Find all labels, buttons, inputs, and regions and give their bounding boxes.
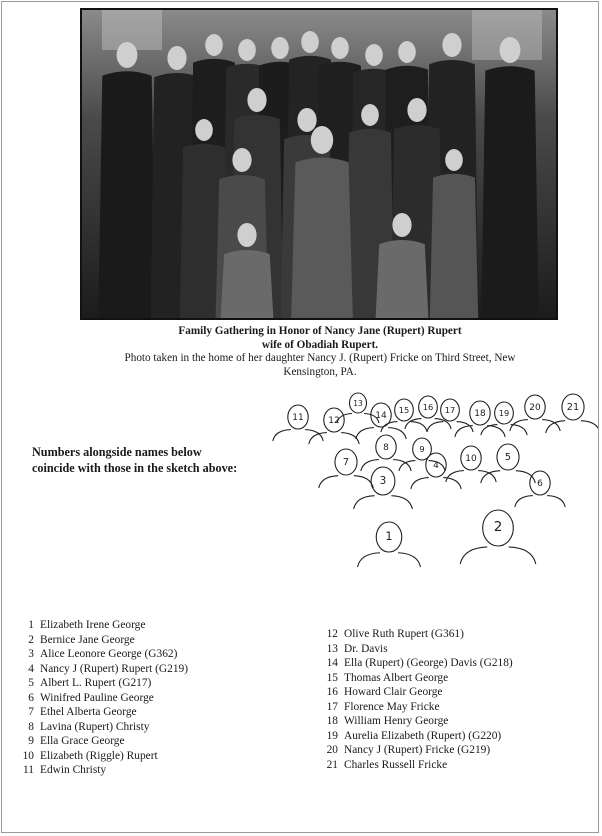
name-entry <box>18 618 188 633</box>
person-face <box>297 108 316 132</box>
entry-number: 2 <box>28 633 34 646</box>
person-face <box>392 213 411 237</box>
entry-name: Olive Ruth Rupert (G361) <box>344 628 464 640</box>
entry-number: 10 <box>22 749 34 762</box>
caption-line-1: Photo taken in the home of her daughter Nancy J. (Rupert) Fricke on Third Street, New <box>124 352 516 364</box>
entry-number: 21 <box>326 758 338 771</box>
name-entry <box>322 743 513 758</box>
name-entry <box>322 656 513 671</box>
person-face <box>361 104 379 126</box>
entry-name: Ella (Rupert) (George) Davis (G218) <box>344 657 513 669</box>
person-silhouette <box>98 71 155 318</box>
entry-name: Ethel Alberta George <box>40 706 137 718</box>
person-face <box>167 46 186 70</box>
entry-number: 11 <box>23 764 34 776</box>
sketch-number: 13 <box>353 399 363 408</box>
sketch-figure <box>354 467 413 509</box>
entry-name: Winifred Pauline George <box>40 691 154 704</box>
person-face <box>407 98 426 122</box>
caption-line-2: Kensington, PA. <box>283 365 357 378</box>
entry-number: 12 <box>326 628 338 640</box>
entry-name: Elizabeth Irene George <box>40 619 146 631</box>
sketch-number: 7 <box>342 457 350 468</box>
entry-name: Nancy J (Rupert) Fricke (G219) <box>344 744 491 756</box>
numbered-sketch <box>268 385 598 575</box>
sketch-number: 18 <box>474 409 486 419</box>
intro-line-2: coincide with those in the sketch above: <box>32 461 238 475</box>
sketch-number: 10 <box>465 454 477 464</box>
name-entry <box>18 647 188 662</box>
name-entry <box>322 700 513 715</box>
entry-number: 5 <box>28 677 34 689</box>
person-face <box>442 33 461 57</box>
person-silhouette <box>291 158 353 319</box>
name-entry <box>322 758 513 773</box>
sketch-number: 12 <box>328 416 340 426</box>
sketch-figure <box>358 522 421 567</box>
sketch-figure <box>515 471 565 507</box>
sketch-number: 20 <box>529 403 541 413</box>
sketch-number: 8 <box>383 443 389 453</box>
name-entry <box>322 627 513 642</box>
name-entry <box>322 671 513 686</box>
person-face <box>238 39 256 61</box>
person-face <box>117 42 138 68</box>
entry-name: Elizabeth (Riggle) Rupert <box>40 749 158 762</box>
person-face <box>232 148 251 172</box>
person-silhouette <box>221 250 274 318</box>
sketch-number: 14 <box>375 411 387 421</box>
sketch-number: 21 <box>566 402 580 413</box>
person-silhouette <box>376 240 429 318</box>
person-face <box>445 149 463 171</box>
person-face <box>365 44 383 66</box>
sketch-figure <box>481 402 527 435</box>
sketch-figure <box>446 446 496 482</box>
names-list-right <box>322 627 513 772</box>
entry-name: Aurelia Elizabeth (Rupert) (G220) <box>344 729 502 742</box>
entry-name: Ella Grace George <box>40 735 125 747</box>
sketch-number: 11 <box>292 413 304 423</box>
person-silhouette <box>430 174 478 318</box>
sketch-number: 5 <box>504 452 512 463</box>
entry-number: 8 <box>28 720 34 733</box>
photo-caption <box>82 325 558 379</box>
family-photo-image <box>82 10 556 318</box>
sketch-figure <box>319 449 374 488</box>
entry-number: 7 <box>28 706 34 718</box>
name-entry <box>322 714 513 729</box>
sketch-number: 16 <box>422 402 434 412</box>
sketch-number: 19 <box>498 408 510 418</box>
entry-number: 9 <box>28 735 34 747</box>
name-entry <box>322 642 513 657</box>
family-photo <box>80 8 558 320</box>
entry-number: 14 <box>326 657 338 669</box>
entry-name: Bernice Jane George <box>40 633 135 646</box>
entry-number: 20 <box>326 744 338 756</box>
entry-name: Albert L. Rupert (G217) <box>40 677 152 689</box>
entry-number: 3 <box>28 648 34 660</box>
person-face <box>331 37 349 59</box>
sketch-figure <box>381 399 427 432</box>
sketch-number: 1 <box>385 530 393 543</box>
person-face <box>205 34 223 56</box>
entry-number: 13 <box>326 642 338 655</box>
person-face <box>247 88 266 112</box>
name-entry <box>322 685 513 700</box>
name-entry <box>322 729 513 744</box>
sketch-number: 2 <box>493 519 503 535</box>
caption-title: Family Gathering in Honor of Nancy Jane (Rupert) Rupert <box>178 325 462 337</box>
sketch-number: 17 <box>444 405 456 415</box>
person-face <box>398 41 416 63</box>
name-entry <box>18 705 188 720</box>
caption-subtitle: wife of Obadiah Rupert. <box>261 338 379 351</box>
sketch-intro <box>32 444 282 476</box>
entry-name: Charles Russell Fricke <box>344 758 448 771</box>
person-face <box>237 223 256 247</box>
person-face <box>500 37 521 63</box>
person-face <box>301 31 319 53</box>
name-entry <box>18 734 188 749</box>
names-list-left <box>18 618 188 778</box>
entry-number: 19 <box>326 729 338 742</box>
name-entry <box>18 662 188 677</box>
name-entry <box>18 763 188 778</box>
entry-name: Edwin Christy <box>40 764 107 776</box>
person-face <box>311 126 333 154</box>
sketch-figure <box>546 394 598 433</box>
entry-name: Nancy J (Rupert) Rupert (G219) <box>40 662 189 675</box>
sketch-figure <box>460 510 536 564</box>
sketch-number: 4 <box>433 461 439 471</box>
name-entry <box>18 676 188 691</box>
entry-name: William Henry George <box>344 715 449 727</box>
sketch-number: 6 <box>537 479 543 489</box>
entry-number: 6 <box>28 691 34 704</box>
entry-name: Howard Clair George <box>344 686 443 698</box>
name-entry <box>18 691 188 706</box>
person-face <box>271 37 289 59</box>
sketch-number: 15 <box>398 405 410 415</box>
entry-name: Thomas Albert George <box>344 671 449 684</box>
entry-name: Dr. Davis <box>344 642 388 655</box>
name-entry <box>18 720 188 735</box>
entry-name: Alice Leonore George (G362) <box>40 648 178 660</box>
name-entry <box>18 749 188 764</box>
entry-number: 4 <box>28 662 34 675</box>
sketch-number: 3 <box>379 475 387 487</box>
entry-name: Florence May Fricke <box>344 700 440 713</box>
entry-number: 15 <box>326 671 338 684</box>
sketch-figure <box>411 453 461 489</box>
entry-number: 18 <box>326 715 338 727</box>
sketch-figure <box>455 401 505 437</box>
person-face <box>195 119 213 141</box>
sketch-figure <box>361 435 411 471</box>
entry-number: 17 <box>326 700 338 713</box>
intro-line-1: Numbers alongside names below <box>32 445 202 459</box>
entry-name: Lavina (Rupert) Christy <box>40 720 150 733</box>
sketch-figure <box>481 444 536 483</box>
entry-number: 16 <box>326 686 338 698</box>
person-silhouette <box>481 66 538 318</box>
name-entry <box>18 633 188 648</box>
entry-number: 1 <box>28 619 34 631</box>
sketch-number: 9 <box>419 444 425 454</box>
